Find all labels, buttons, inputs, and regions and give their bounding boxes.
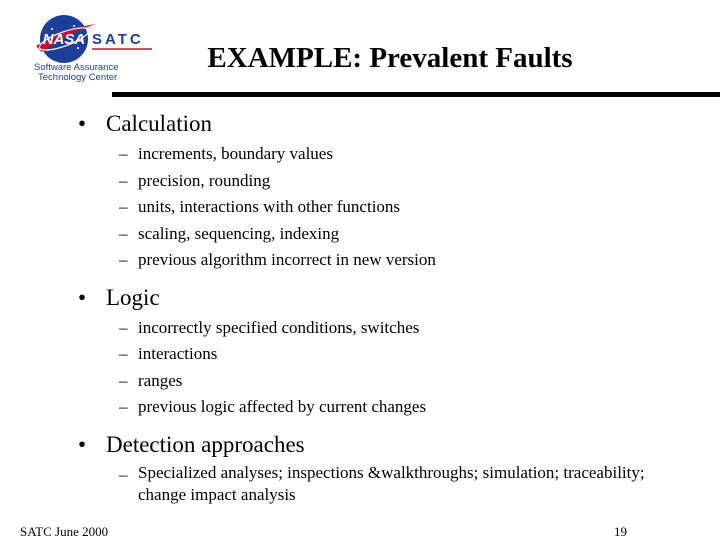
list-item: – Specialized analyses; inspections &walkthroughs; simulation; traceability; change impact analysis	[119, 462, 645, 504]
bullet-logic	[78, 284, 698, 312]
bullet-calculation	[78, 110, 698, 138]
bullet-heading: Detection approaches	[106, 431, 305, 457]
list-item: – interactions	[119, 344, 218, 363]
sub-list-logic	[119, 315, 698, 421]
footer-label: SATC June 2000	[20, 524, 109, 539]
list-item: – precision, rounding	[119, 170, 271, 190]
logo-agency-text: NASA	[42, 31, 86, 48]
logo-line2-text: Technology Center	[38, 72, 118, 83]
logo-line1-text: Software Assurance	[34, 62, 119, 73]
sub-list-detection	[119, 462, 698, 506]
page-number: 19	[614, 524, 627, 539]
bullet-heading: Logic	[106, 284, 160, 310]
bullet-heading: Calculation	[106, 111, 213, 136]
slide-title: EXAMPLE: Prevalent Faults	[207, 42, 573, 74]
slide-body	[78, 110, 698, 506]
list-item: – increments, boundary values	[119, 144, 333, 163]
list-item: – scaling, sequencing, indexing	[119, 223, 340, 243]
list-item: – previous algorithm incorrect in new version	[119, 250, 436, 269]
sub-list-calculation	[119, 141, 698, 274]
satc-logo	[30, 12, 160, 84]
title-rule	[112, 92, 720, 97]
list-item: – ranges	[119, 370, 183, 390]
bullet-dot-icon: •	[78, 111, 87, 136]
logo-org-text: SATC	[92, 31, 144, 48]
list-item: – units, interactions with other functions	[119, 197, 401, 216]
list-item: – previous logic affected by current changes	[119, 397, 427, 416]
bullet-dot-icon: •	[78, 284, 87, 310]
list-item: – incorrectly specified conditions, switches	[119, 317, 420, 337]
bullet-dot-icon: •	[78, 431, 87, 457]
bullet-detection-approaches	[78, 431, 698, 459]
